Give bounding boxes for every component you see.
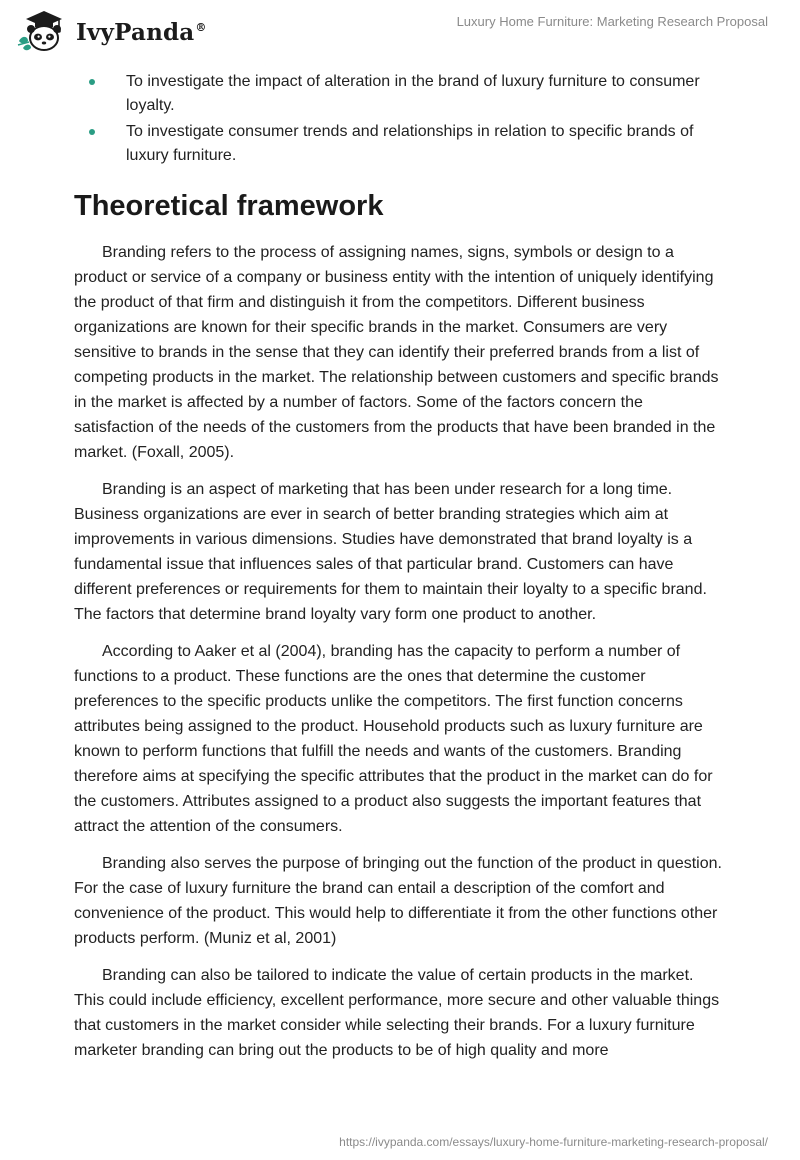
logo[interactable] (14, 8, 207, 54)
paragraph: Branding also serves the purpose of bringing out the function of the product in question. For the case of luxury furniture the brand can entail a description of the comfort and convenience of the product. This would help to differentiate it from the other functions other products perform. (Muniz et al, 2001) (74, 855, 722, 947)
paragraph: According to Aaker et al (2004), branding has the capacity to perform a number of functions to a product. These functions are the ones that determine the customer preferences to the specific products unlike the competitors. The first function concerns attributes being assigned to the product. Household products such as luxury furniture are known to perform functions that fulfill the needs and wants of the customers. Branding therefore aims at specifying the specific attributes that the product in the market can do for the customers. Attributes assigned to a product also suggests the important features that attract the attention of the consumers. (74, 643, 713, 835)
bullet-icon (89, 79, 95, 85)
objectives-list (74, 70, 726, 168)
document-title: Luxury Home Furniture: Marketing Research Proposal (456, 14, 768, 29)
paragraph: Branding refers to the process of assigning names, signs, symbols or design to a product or service of a company or business entity with the intention of uniquely identifying the product of that firm and distinguish it from the competitors. Different business organizations are known for their specific brands in the market. Consumers are very sensitive to brands in the sense that they can identify their preferred brands from a list of competing products in the market. The relationship between customers and specific brands in the market is affected by a number of factors. Some of the factors concern the satisfaction of the needs of the customers from the products that have been branded in the market. (Foxall, 2005). (74, 244, 719, 461)
article-content (74, 70, 726, 1075)
paragraph: Branding is an aspect of marketing that has been under research for a long time. Business organizations are ever in search of better branding strategies which aim at improvements in various dimensions. Studies have demonstrated that brand loyalty is a fundamental issue that influences sales of that particular brand. Customers can have different preferences or requirements for them to maintain their loyalty to a specific brand. The factors that determine brand loyalty vary form one product to another. (74, 481, 707, 623)
paragraph: Branding can also be tailored to indicate the value of certain products in the market. This could include efficiency, excellent performance, more secure and other valuable things that customers in the market consider while selecting their brands. For a luxury furniture marketer branding can bring out the products to be of high quality and more (74, 967, 720, 1059)
list-item: To investigate consumer trends and relationships in relation to specific brands of luxury furniture. (74, 120, 726, 168)
list-item: To investigate the impact of alteration in the brand of luxury furniture to consumer loyalty. (74, 70, 726, 118)
brand-name: IvyPanda® (76, 18, 207, 46)
panda-logo-icon (14, 8, 72, 54)
page-header (0, 0, 800, 60)
section-heading: Theoretical framework (74, 190, 384, 222)
source-url[interactable]: https://ivypanda.com/essays/luxury-home-furniture-marketing-research-proposal/ (339, 1135, 768, 1149)
bullet-icon (89, 129, 95, 135)
